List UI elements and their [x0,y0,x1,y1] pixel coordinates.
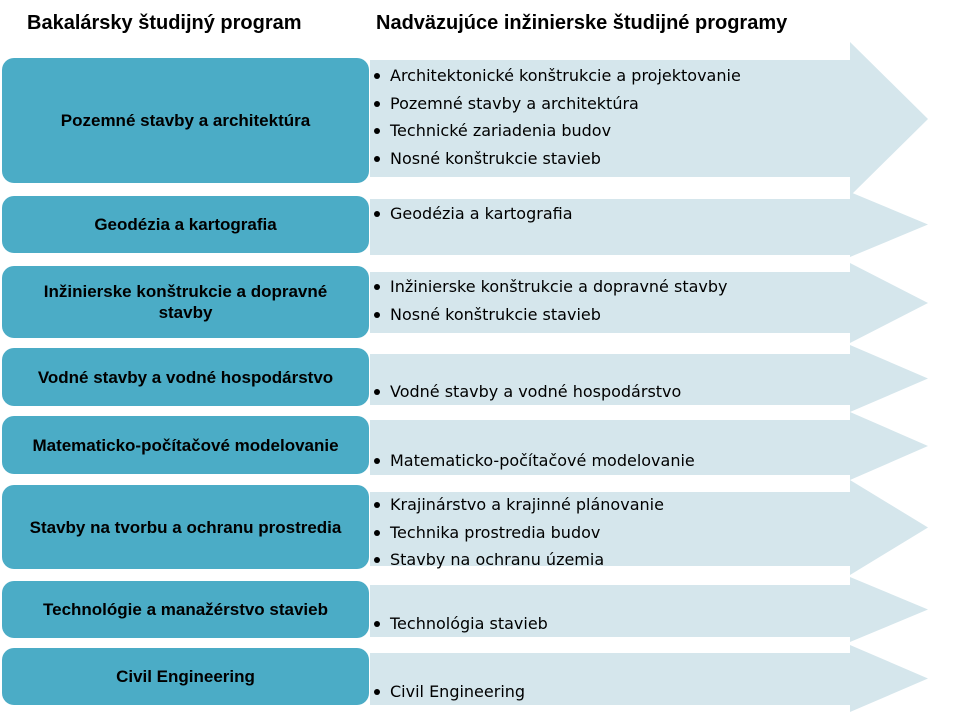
bachelor-column-header: Bakalársky študijný program [27,12,302,34]
master-program-list [372,378,681,406]
bullet-icon [374,557,380,563]
list-item [372,447,695,475]
list-item [372,62,741,90]
bullet-icon [374,312,380,318]
bachelor-program-label: Inžinierske konštrukcie a dopravné stavby [43,282,328,322]
bachelor-program-box [2,581,369,638]
bullet-icon [374,73,380,79]
master-program-list [372,447,695,475]
list-item [372,273,727,301]
master-program-label: Civil Engineering [390,682,526,701]
master-program-label: Nosné konštrukcie stavieb [390,148,601,168]
bullet-icon [374,458,380,464]
bachelor-program-box [2,416,369,474]
bullet-icon [374,128,380,134]
master-program-label: Krajinárstvo a krajinné plánovanie [390,495,664,514]
bachelor-program-label: Pozemné stavby a architektúra [60,111,311,130]
master-program-label: Matematicko-počítačové modelovanie [390,451,695,470]
master-program-label: Inžinierske konštrukcie a dopravné stavby [390,277,728,296]
master-program-label: Geodézia a kartografia [390,204,573,223]
master-program-list [372,610,548,638]
bachelor-program-box [2,485,369,569]
bullet-icon [374,389,380,395]
bachelor-program-label: Vodné stavby a vodné hospodárstvo [37,367,334,387]
master-program-list [372,678,525,706]
list-item [372,117,741,145]
bachelor-program-label: Civil Engineering [116,667,255,686]
bachelor-program-label: Technológie a manažérstvo stavieb [43,600,328,619]
bachelor-program-label: Stavby na tvorbu a ochranu prostredia [29,517,342,537]
list-item [372,90,741,118]
bachelor-program-box [2,196,369,253]
bullet-icon [374,621,380,627]
master-program-list [372,62,741,172]
master-program-list [372,200,573,228]
bachelor-program-label: Matematicko-počítačové modelovanie [32,435,339,455]
bachelor-program-label: Geodézia a kartografia [94,215,277,234]
list-item [372,678,525,706]
list-item [372,378,681,406]
master-program-label: Architektonické konštrukcie a projektovanie [390,66,741,85]
master-program-label: Technika prostredia budov [390,522,601,542]
list-item [372,491,664,519]
list-item [372,145,741,173]
list-item [372,519,664,547]
bachelor-program-box [2,348,369,406]
list-item [372,610,548,638]
bullet-icon [374,502,380,508]
bullet-icon [374,530,380,536]
master-program-list [372,273,727,328]
bullet-icon [374,211,380,217]
list-item [372,200,573,228]
master-program-label: Stavby na ochranu územia [390,550,605,569]
master-program-label: Pozemné stavby a architektúra [390,93,639,113]
master-column-header: Nadväzujúce inžinierske študijné programy [376,12,788,34]
bullet-icon [374,156,380,162]
bullet-icon [374,101,380,107]
bullet-icon [374,689,380,695]
list-item [372,301,727,329]
bachelor-program-box [2,266,369,338]
bachelor-program-box [2,58,369,183]
master-program-label: Nosné konštrukcie stavieb [390,304,601,324]
list-item [372,546,664,574]
master-program-label: Vodné stavby a vodné hospodárstvo [390,382,682,401]
master-program-list [372,491,664,574]
bachelor-program-box [2,648,369,705]
bullet-icon [374,284,380,290]
master-program-label: Technológia stavieb [390,614,548,633]
master-program-label: Technické zariadenia budov [390,121,612,140]
